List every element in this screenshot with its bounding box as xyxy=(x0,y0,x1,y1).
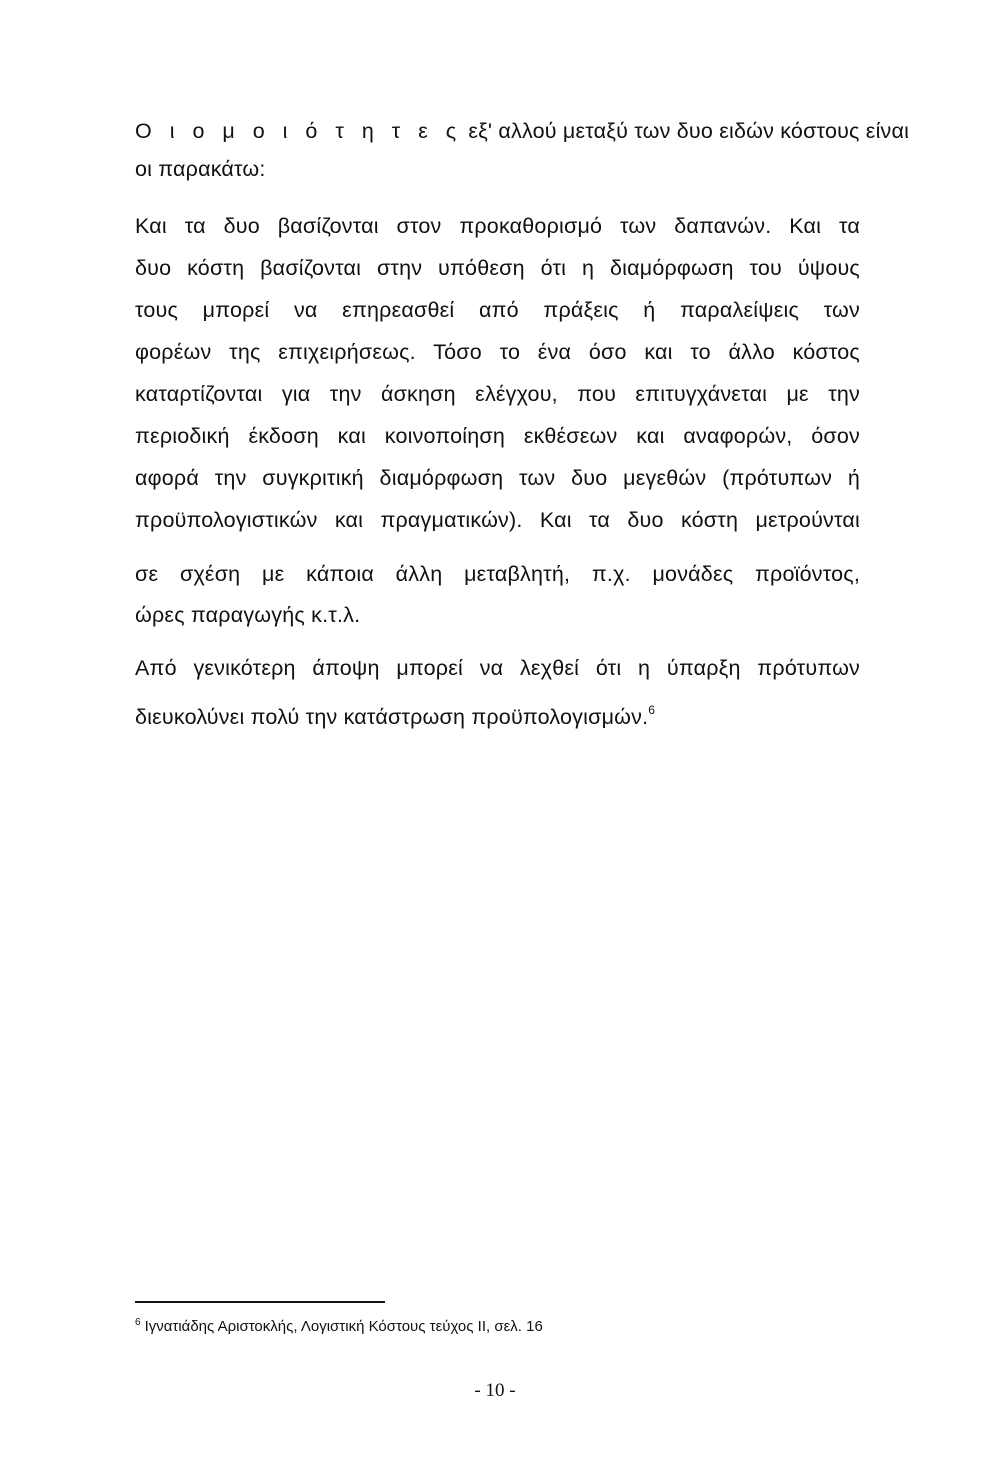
paragraph-2-line: φορέων της επιχειρήσεως. Τόσο το ένα όσο και το άλλο κόστος xyxy=(135,340,860,364)
footnote xyxy=(135,1313,543,1337)
paragraph-3-line-2 xyxy=(135,697,860,730)
footnote-reference[interactable]: 6 xyxy=(648,703,655,717)
spaced-word: Ο ι ο μ ο ι ό τ η τ ε ς xyxy=(135,119,463,143)
paragraph-1-line-1-rest: εξ' αλλού μεταξύ των δυο ειδών κόστους είναι xyxy=(462,119,910,143)
paragraph-1-line-2: οι παρακάτω: xyxy=(135,157,266,181)
footnote-separator xyxy=(135,1301,385,1303)
paragraph-3-line-1: Από γενικότερη άποψη μπορεί να λεχθεί ότι η ύπαρξη πρότυπων xyxy=(135,656,860,680)
page-number: - 10 - xyxy=(474,1380,516,1401)
footnote-text: Ιγνατιάδης Αριστοκλής, Λογιστική Κόστους τεύχος ΙΙ, σελ. 16 xyxy=(144,1318,543,1335)
paragraph-2-line: περιοδική έκδοση και κοινοποίηση εκθέσεων και αναφορών, όσον xyxy=(135,424,860,448)
footnote-marker: 6 xyxy=(135,1317,141,1328)
paragraph-2-line: καταρτίζονται για την άσκηση ελέγχου, που επιτυγχάνεται με την xyxy=(135,382,860,406)
paragraph-2-line: Και τα δυο βασίζονται στον προκαθορισμό των δαπανών. Και τα xyxy=(135,214,860,238)
paragraph-2-line: προϋπολογιστικών και πραγματικών). Και τα δυο κόστη μετρούνται xyxy=(135,508,860,532)
paragraph-2-line: τους μπορεί να επηρεασθεί από πράξεις ή παραλείψεις των xyxy=(135,298,860,322)
paragraph-2-line: αφορά την συγκριτική διαμόρφωση των δυο μεγεθών (πρότυπων ή xyxy=(135,466,860,490)
paragraph-2-line: σε σχέση με κάποια άλλη μεταβλητή, π.χ. μονάδες προϊόντος, xyxy=(135,562,860,586)
paragraph-2-line: ώρες παραγωγής κ.τ.λ. xyxy=(135,603,361,627)
paragraph-3-line-2-text: διευκολύνει πολύ την κατάστρωση προϋπολογισμών. xyxy=(135,705,649,729)
paragraph-1-line-1 xyxy=(135,118,910,144)
paragraph-2-line: δυο κόστη βασίζονται στην υπόθεση ότι η διαμόρφωση του ύψους xyxy=(135,256,860,280)
